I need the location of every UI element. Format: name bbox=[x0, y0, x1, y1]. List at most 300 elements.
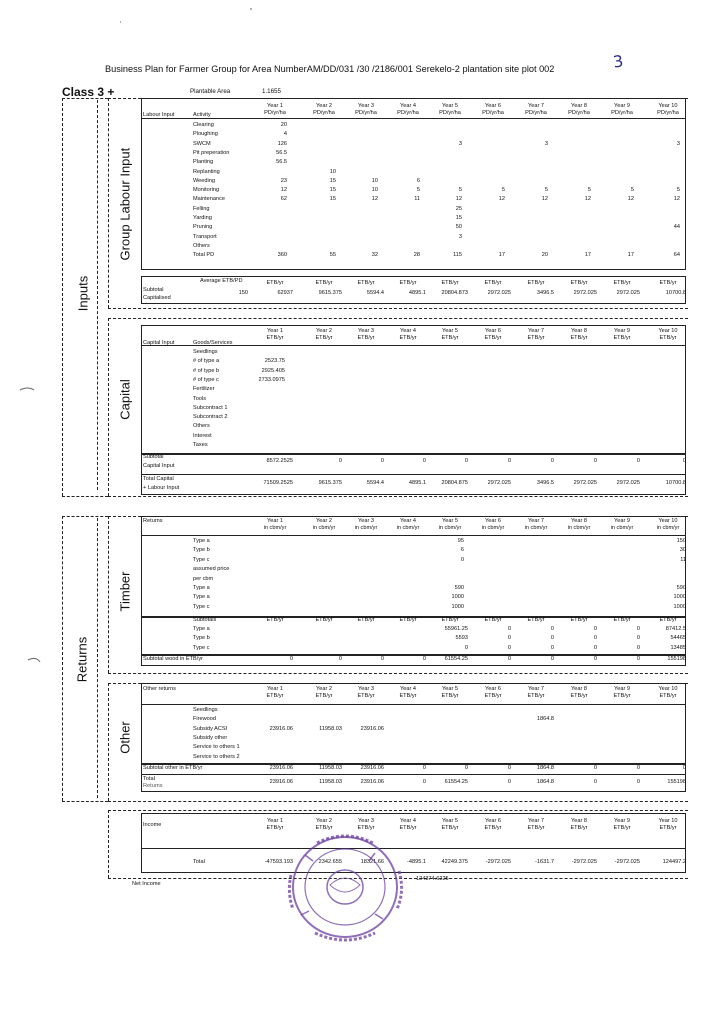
year-header-2: Year 2 bbox=[316, 328, 332, 334]
unit-header-7: in cbm/yr bbox=[524, 525, 548, 531]
other-subtotal-year-7: 1864.8 bbox=[536, 765, 554, 771]
year-header-9: Year 9 bbox=[614, 686, 630, 692]
other-returns-header: Other returns bbox=[143, 686, 176, 692]
labour-activity-name: Maintenance bbox=[193, 196, 226, 203]
timber-subtotal-year-2: 0 bbox=[338, 656, 342, 662]
unit-header-5: in cbm/yr bbox=[438, 525, 462, 531]
unit-header-4: ETB/yr bbox=[399, 335, 417, 341]
year-header-9: Year 9 bbox=[614, 103, 630, 109]
income-total-year-4: -4895.1 bbox=[407, 859, 426, 865]
timber-subtotal-year-8: 0 bbox=[593, 656, 597, 662]
timber-item-name: per cbm bbox=[193, 575, 214, 582]
unit-header-5: PD/yr/ha bbox=[439, 110, 461, 116]
timber-item-year10: 1000 bbox=[673, 603, 686, 610]
capital-subtotal-label: Subtotal bbox=[143, 454, 164, 460]
income-total-year-6: -2972.025 bbox=[485, 859, 511, 865]
capital-item-value: 2733.0975 bbox=[258, 376, 285, 383]
capital-item-name: Interest bbox=[193, 432, 212, 439]
unit-header-3: ETB/yr bbox=[357, 335, 375, 341]
labour-activity-name: Total PD bbox=[193, 252, 215, 259]
year-header-4: Year 4 bbox=[400, 818, 416, 824]
labour-activity-name: Pit preperation bbox=[193, 149, 230, 156]
unit-header-6: in cbm/yr bbox=[481, 525, 505, 531]
timber-etb-unit-4: ETB/yr bbox=[399, 617, 417, 623]
year-header-7: Year 7 bbox=[528, 686, 544, 692]
labour-activity-name: Pruning bbox=[193, 224, 213, 231]
timber-etb-unit-3: ETB/yr bbox=[357, 617, 375, 623]
timber-etb-value: 5593 bbox=[455, 635, 468, 642]
other-total-year-1: 23916.06 bbox=[269, 779, 293, 785]
timber-subtotal-year-7: 0 bbox=[550, 656, 554, 662]
unit-header-10: in cbm/yr bbox=[656, 525, 680, 531]
unit-header-9: in cbm/yr bbox=[610, 525, 634, 531]
labour-activity-value: 50 bbox=[455, 224, 462, 231]
returns-label: Returns bbox=[74, 636, 90, 683]
year-header-8: Year 8 bbox=[571, 686, 587, 692]
timber-subtotal-year-3: 0 bbox=[380, 656, 384, 662]
class-label: Class 3 + bbox=[62, 85, 115, 99]
unit-header-2: ETB/yr bbox=[315, 825, 333, 831]
capital-item-name: # of type a bbox=[193, 358, 220, 365]
year-header-5: Year 5 bbox=[442, 518, 458, 524]
unit-header-8: ETB/yr bbox=[570, 693, 588, 699]
unit-header-1: ETB/yr bbox=[266, 335, 284, 341]
inputs-label: Inputs bbox=[75, 275, 91, 312]
year-header-2: Year 2 bbox=[316, 818, 332, 824]
year-header-6: Year 6 bbox=[485, 328, 501, 334]
year-header-6: Year 6 bbox=[485, 103, 501, 109]
labour-activity-value: 5 bbox=[458, 187, 462, 194]
capital-total-year-4: 4895.1 bbox=[408, 480, 426, 486]
labour-activity-value: 5 bbox=[544, 187, 548, 194]
year-header-3: Year 3 bbox=[358, 518, 374, 524]
timber-etb-value: 0 bbox=[636, 635, 640, 642]
unit-header-7: PD/yr/ha bbox=[525, 110, 547, 116]
year-header-10: Year 10 bbox=[658, 518, 678, 524]
labour-activity-value: 3 bbox=[544, 140, 548, 147]
timber-item-year10: 150 bbox=[676, 538, 686, 544]
timber-item-name: Type c bbox=[193, 556, 210, 563]
timber-etb-value: 0 bbox=[550, 644, 554, 651]
labour-activity-value: 5 bbox=[630, 187, 634, 194]
timber-etb-value: 0 bbox=[507, 644, 511, 651]
labour-subtotal-year-10: 10700.8 bbox=[665, 290, 686, 296]
timber-item-year10: 590 bbox=[676, 585, 686, 591]
year-header-6: Year 6 bbox=[485, 686, 501, 692]
year-header-8: Year 8 bbox=[571, 818, 587, 824]
timber-subtotal-year-10: 155198 bbox=[667, 656, 686, 662]
total-returns-label-2: Returns bbox=[143, 783, 163, 789]
labour-activity-value: 10 bbox=[329, 168, 336, 175]
income-total-year-3: 18321.66 bbox=[360, 859, 384, 865]
year-header-9: Year 9 bbox=[614, 818, 630, 824]
timber-etb-row-name: Type c bbox=[193, 644, 210, 651]
timber-etb-unit-8: ETB/yr bbox=[570, 617, 588, 623]
labour-etb-unit-4: ETB/yr bbox=[399, 280, 417, 286]
capital-total-year-9: 2972.025 bbox=[616, 480, 640, 486]
labour-etb-unit-6: ETB/yr bbox=[484, 280, 502, 286]
year-header-5: Year 5 bbox=[442, 328, 458, 334]
unit-header-5: ETB/yr bbox=[441, 825, 459, 831]
labour-activity-value: 15 bbox=[329, 177, 336, 184]
other-total-year-10: 155198 bbox=[667, 779, 686, 785]
year-header-3: Year 3 bbox=[358, 686, 374, 692]
timber-subtotals-label: Subtotals bbox=[193, 617, 217, 623]
year-header-6: Year 6 bbox=[485, 818, 501, 824]
total-capital-label: Total Capital bbox=[143, 476, 174, 482]
year-header-1: Year 1 bbox=[267, 328, 283, 334]
unit-header-2: PD/yr/ha bbox=[313, 110, 335, 116]
labour-activity-name: Others bbox=[193, 242, 210, 249]
labour-etb-unit-9: ETB/yr bbox=[613, 280, 631, 286]
timber-etb-value: 55961.25 bbox=[444, 626, 468, 632]
other-subtotal-year-9: 0 bbox=[636, 765, 640, 771]
timber-subtotal-year-1: 0 bbox=[289, 656, 293, 662]
timber-etb-value: 54465 bbox=[670, 635, 686, 642]
year-header-3: Year 3 bbox=[358, 818, 374, 824]
year-header-10: Year 10 bbox=[658, 686, 678, 692]
average-etb-pd-label: Average ETB/PD bbox=[200, 278, 243, 284]
labour-activity-value: 12 bbox=[455, 196, 462, 203]
other-total-year-6: 0 bbox=[507, 779, 511, 785]
labour-activity-value: 17 bbox=[498, 252, 505, 259]
other-total-year-9: 0 bbox=[636, 779, 640, 785]
year-header-4: Year 4 bbox=[400, 518, 416, 524]
timber-item-year10: 11 bbox=[680, 556, 686, 563]
income-total-label: Total bbox=[193, 859, 205, 865]
title-text: Business Plan for Farmer Group for Area NumberAM/DD/031 /30 /2186/001 Serekelo-2 plantation site plot 002 bbox=[105, 64, 555, 74]
timber-item-name: assumed price bbox=[193, 566, 230, 573]
timber-etb-unit-6: ETB/yr bbox=[484, 617, 502, 623]
labour-activity-value: 12 bbox=[673, 196, 680, 203]
other-item-value: 23916.06 bbox=[360, 725, 384, 732]
year-header-1: Year 1 bbox=[267, 818, 283, 824]
other-item-name: Service to others 1 bbox=[193, 744, 240, 751]
unit-header-4: in cbm/yr bbox=[396, 525, 420, 531]
other-item-name: Subsidy other bbox=[193, 734, 228, 741]
timber-etb-value: 0 bbox=[507, 626, 511, 632]
unit-header-9: PD/yr/ha bbox=[611, 110, 633, 116]
timber-etb-value: 0 bbox=[550, 626, 554, 632]
other-total-year-5: 61554.25 bbox=[444, 779, 468, 785]
labour-activity-value: 64 bbox=[673, 252, 680, 259]
year-header-2: Year 2 bbox=[316, 518, 332, 524]
capital-item-name: # of type b bbox=[193, 367, 220, 374]
labour-input-header: Labour Input bbox=[143, 112, 175, 118]
unit-header-3: ETB/yr bbox=[357, 825, 375, 831]
title-handwritten-number: 3 bbox=[611, 51, 625, 72]
year-header-3: Year 3 bbox=[358, 103, 374, 109]
capital-item-name: Seedlings bbox=[193, 349, 218, 355]
timber-subtotal-label: Subtotal wood in ETB/yr bbox=[143, 656, 204, 662]
timber-etb-value: 0 bbox=[593, 644, 597, 651]
income-total-year-10: 124497.2 bbox=[662, 859, 686, 865]
labour-activity-value: 15 bbox=[329, 187, 336, 194]
total-returns-label: Total bbox=[143, 776, 155, 782]
unit-header-8: PD/yr/ha bbox=[568, 110, 590, 116]
timber-item-name: Type a bbox=[193, 594, 210, 601]
capital-total-year-2: 9615.375 bbox=[318, 480, 342, 486]
labour-activity-value: 4 bbox=[283, 131, 287, 138]
year-header-1: Year 1 bbox=[267, 686, 283, 692]
timber-etb-unit-1: ETB/yr bbox=[266, 617, 284, 623]
year-header-9: Year 9 bbox=[614, 518, 630, 524]
activity-header: Activity bbox=[193, 112, 211, 118]
timber-item-year5: 1000 bbox=[451, 594, 464, 601]
other-total-year-2: 11958.03 bbox=[319, 779, 342, 785]
labour-activity-value: 12 bbox=[627, 196, 634, 203]
labour-activity-value: 44 bbox=[673, 224, 680, 231]
unit-header-1: ETB/yr bbox=[266, 693, 284, 699]
income-header: Income bbox=[143, 822, 162, 828]
capital-subtotal-year-8: 0 bbox=[593, 458, 597, 464]
plantable-area-label: Plantable Area bbox=[190, 88, 231, 95]
other-subtotal-year-3: 23916.06 bbox=[360, 765, 384, 771]
labour-activity-value: 20 bbox=[280, 122, 287, 128]
year-header-4: Year 4 bbox=[400, 686, 416, 692]
labour-activity-value: 12 bbox=[498, 196, 505, 203]
timber-etb-unit-7: ETB/yr bbox=[527, 617, 545, 623]
labour-activity-name: SWCM bbox=[193, 140, 211, 147]
timber-item-year5: 6 bbox=[460, 547, 464, 554]
labour-subtotal-year-9: 2972.025 bbox=[616, 290, 640, 296]
labour-subtotal-year-5: 20804.873 bbox=[441, 290, 468, 296]
timber-etb-value: 87412.5 bbox=[665, 626, 686, 632]
labour-activity-value: 12 bbox=[541, 196, 548, 203]
labour-subtotal-year-2: 9615.375 bbox=[318, 290, 342, 296]
unit-header-8: ETB/yr bbox=[570, 335, 588, 341]
year-header-9: Year 9 bbox=[614, 328, 630, 334]
labour-activity-value: 360 bbox=[277, 252, 287, 259]
other-item-name: Service to others 2 bbox=[193, 753, 240, 760]
timber-etb-value: 0 bbox=[636, 626, 640, 632]
timber-etb-row-name: Type b bbox=[193, 635, 210, 642]
timber-etb-value: 0 bbox=[507, 635, 511, 642]
other-item-value: 23916.06 bbox=[269, 725, 293, 732]
year-header-2: Year 2 bbox=[316, 103, 332, 109]
capital-item-name: Subcontract 2 bbox=[193, 414, 228, 421]
year-header-4: Year 4 bbox=[400, 328, 416, 334]
labour-activity-value: 3 bbox=[458, 233, 462, 240]
unit-header-1: PD/yr/ha bbox=[264, 110, 286, 116]
year-header-1: Year 1 bbox=[267, 103, 283, 109]
labour-activity-value: 3 bbox=[458, 140, 462, 147]
timber-etb-value: 0 bbox=[593, 626, 597, 632]
year-header-5: Year 5 bbox=[442, 103, 458, 109]
capital-item-name: # of type c bbox=[193, 376, 219, 383]
other-total-year-4: 0 bbox=[422, 779, 426, 785]
timber-item-year10: 1000 bbox=[673, 594, 686, 601]
year-header-7: Year 7 bbox=[528, 818, 544, 824]
other-total-year-8: 0 bbox=[593, 779, 597, 785]
other-item-value: 11958.03 bbox=[319, 725, 342, 732]
timber-item-name: Type b bbox=[193, 547, 210, 554]
capital-subtotal-year-1: 8572.2525 bbox=[266, 458, 293, 464]
net-income-label: Net Income bbox=[132, 881, 161, 887]
labour-etb-unit-7: ETB/yr bbox=[527, 280, 545, 286]
year-header-8: Year 8 bbox=[571, 518, 587, 524]
labour-etb-unit-5: ETB/yr bbox=[441, 280, 459, 286]
labour-activity-value: 25 bbox=[455, 205, 462, 212]
unit-header-6: ETB/yr bbox=[484, 825, 502, 831]
goods-services-header: Goods/Services bbox=[193, 340, 233, 346]
unit-header-10: PD/yr/ha bbox=[657, 110, 679, 116]
labour-activity-value: 115 bbox=[453, 252, 462, 259]
income-total-year-7: -1631.7 bbox=[535, 859, 554, 865]
year-header-10: Year 10 bbox=[658, 103, 678, 109]
unit-header-9: ETB/yr bbox=[613, 335, 631, 341]
year-header-7: Year 7 bbox=[528, 103, 544, 109]
year-header-8: Year 8 bbox=[571, 328, 587, 334]
labour-activity-value: 56.5 bbox=[276, 159, 287, 166]
capital-subtotal-year-7: 0 bbox=[550, 458, 554, 464]
capital-subtotal-year-3: 0 bbox=[380, 458, 384, 464]
year-header-7: Year 7 bbox=[528, 328, 544, 334]
timber-etb-value: 0 bbox=[636, 644, 640, 651]
capital-total-year-6: 2972.025 bbox=[487, 480, 511, 486]
labour-activity-value: 56.5 bbox=[276, 149, 287, 156]
labour-activity-value: 20 bbox=[541, 252, 548, 259]
unit-header-8: in cbm/yr bbox=[567, 525, 591, 531]
unit-header-6: ETB/yr bbox=[484, 693, 502, 699]
capital-item-value: 2925.405 bbox=[261, 367, 285, 374]
year-header-3: Year 3 bbox=[358, 328, 374, 334]
unit-header-4: ETB/yr bbox=[399, 693, 417, 699]
labour-subtotal-year-1: 62937 bbox=[277, 290, 293, 296]
timber-etb-unit-10: ETB/yr bbox=[659, 617, 677, 623]
year-header-1: Year 1 bbox=[267, 518, 283, 524]
unit-header-8: ETB/yr bbox=[570, 825, 588, 831]
other-subtotal-year-5: 0 bbox=[464, 765, 468, 771]
capital-subtotal-year-2: 0 bbox=[338, 458, 342, 464]
labour-activity-value: 12 bbox=[280, 187, 287, 194]
labour-activity-value: 12 bbox=[371, 196, 378, 203]
labour-subtotal-year-4: 4895.1 bbox=[408, 290, 426, 296]
unit-header-7: ETB/yr bbox=[527, 825, 545, 831]
other-item-value: 1864.8 bbox=[536, 716, 554, 723]
unit-header-3: ETB/yr bbox=[357, 693, 375, 699]
labour-activity-name: Yarding bbox=[193, 215, 212, 221]
income-total-year-8: -2972.025 bbox=[571, 859, 597, 865]
other-item-name: Firewood bbox=[193, 716, 217, 723]
labour-subtotal-year-8: 2972.025 bbox=[573, 290, 597, 296]
timber-item-year5: 95 bbox=[457, 538, 464, 544]
unit-header-7: ETB/yr bbox=[527, 693, 545, 699]
capital-item-name: Tools bbox=[193, 395, 207, 402]
unit-header-2: ETB/yr bbox=[315, 693, 333, 699]
unit-header-10: ETB/yr bbox=[659, 335, 677, 341]
average-etb-pd-value: 150 bbox=[238, 290, 248, 296]
year-header-7: Year 7 bbox=[528, 518, 544, 524]
labour-activity-value: 17 bbox=[627, 252, 634, 259]
year-header-5: Year 5 bbox=[442, 818, 458, 824]
labour-activity-name: Replanting bbox=[193, 168, 220, 175]
labour-activity-value: 6 bbox=[416, 177, 420, 184]
labour-activity-value: 17 bbox=[584, 252, 591, 259]
labour-activity-name: Felling bbox=[193, 205, 210, 212]
other-total-year-3: 23916.06 bbox=[360, 779, 384, 785]
timber-etb-value: 13485 bbox=[670, 644, 686, 651]
labour-activity-name: Ploughing bbox=[193, 131, 218, 138]
labour-subtotal-year-3: 5594.4 bbox=[366, 290, 384, 296]
other-item-name: Seedlings bbox=[193, 707, 218, 713]
labour-activity-value: 11 bbox=[414, 196, 420, 203]
capital-total-year-10: 10700.8 bbox=[665, 480, 686, 486]
timber-subtotal-year-5: 61554.25 bbox=[444, 656, 468, 662]
group-labour-input-label: Group Labour Input bbox=[117, 147, 133, 261]
labour-etb-unit-3: ETB/yr bbox=[357, 280, 375, 286]
timber-item-year5: 590 bbox=[454, 585, 464, 591]
capital-input-header: Capital Input bbox=[143, 340, 175, 346]
unit-header-2: in cbm/yr bbox=[312, 525, 336, 531]
unit-header-1: ETB/yr bbox=[266, 825, 284, 831]
unit-header-7: ETB/yr bbox=[527, 335, 545, 341]
year-header-2: Year 2 bbox=[316, 686, 332, 692]
timber-subtotal-year-6: 0 bbox=[507, 656, 511, 662]
labour-activity-value: 126 bbox=[277, 140, 287, 147]
timber-etb-value: 0 bbox=[593, 635, 597, 642]
labour-activity-name: Transport bbox=[193, 233, 217, 240]
capital-item-name: Subcontract 1 bbox=[193, 404, 228, 411]
unit-header-5: ETB/yr bbox=[441, 335, 459, 341]
labour-activity-value: 32 bbox=[371, 252, 378, 259]
capital-item-value: 2523.75 bbox=[264, 358, 285, 365]
labour-capitalised-label: Capitalised bbox=[143, 295, 171, 301]
income-total-year-5: 42249.375 bbox=[441, 859, 468, 865]
returns-header: Returns bbox=[143, 518, 163, 524]
capital-subtotal-year-6: 0 bbox=[507, 458, 511, 464]
capital-item-name: Others bbox=[193, 423, 210, 430]
unit-header-3: in cbm/yr bbox=[354, 525, 378, 531]
capital-subtotal-year-9: 0 bbox=[636, 458, 640, 464]
unit-header-5: ETB/yr bbox=[441, 693, 459, 699]
income-total-year-9: -2972.025 bbox=[614, 859, 640, 865]
labour-activity-name: Monitoring bbox=[193, 187, 220, 194]
capital-subtotal-year-10: 0 bbox=[682, 458, 686, 464]
unit-header-6: ETB/yr bbox=[484, 335, 502, 341]
plantable-area-value: 1.1655 bbox=[262, 88, 281, 95]
timber-item-year5: 0 bbox=[460, 556, 464, 563]
capital-label: Capital bbox=[117, 379, 133, 420]
timber-item-year5: 1000 bbox=[451, 603, 464, 610]
labour-activity-value: 12 bbox=[584, 196, 591, 203]
total-capital-label-2: + Labour Input bbox=[143, 485, 180, 491]
timber-label: Timber bbox=[117, 571, 133, 612]
other-subtotal-year-6: 0 bbox=[507, 765, 511, 771]
net-income-value: 124374.6225 bbox=[416, 876, 449, 882]
capital-subtotal-label-2: Capital Input bbox=[143, 463, 175, 469]
other-item-name: Subsidy ACSI bbox=[193, 725, 228, 732]
labour-activity-value: 15 bbox=[329, 196, 336, 203]
capital-total-year-3: 5594.4 bbox=[366, 480, 384, 486]
labour-etb-unit-10: ETB/yr bbox=[659, 280, 677, 286]
labour-etb-unit-2: ETB/yr bbox=[315, 280, 333, 286]
unit-header-9: ETB/yr bbox=[613, 825, 631, 831]
capital-subtotal-year-5: 0 bbox=[464, 458, 468, 464]
capital-total-year-1: 71509.2525 bbox=[263, 480, 293, 486]
labour-activity-value: 5 bbox=[416, 187, 420, 194]
labour-activity-value: 62 bbox=[280, 196, 287, 203]
labour-activity-value: 23 bbox=[280, 177, 287, 184]
timber-subtotal-year-4: 0 bbox=[422, 656, 426, 662]
timber-item-name: Type a bbox=[193, 538, 210, 544]
unit-header-9: ETB/yr bbox=[613, 693, 631, 699]
year-header-10: Year 10 bbox=[658, 818, 678, 824]
timber-etb-value: 0 bbox=[464, 644, 468, 651]
other-subtotal-year-1: 23916.06 bbox=[269, 765, 293, 771]
income-total-year-2: 2342.655 bbox=[318, 859, 342, 865]
year-header-8: Year 8 bbox=[571, 103, 587, 109]
